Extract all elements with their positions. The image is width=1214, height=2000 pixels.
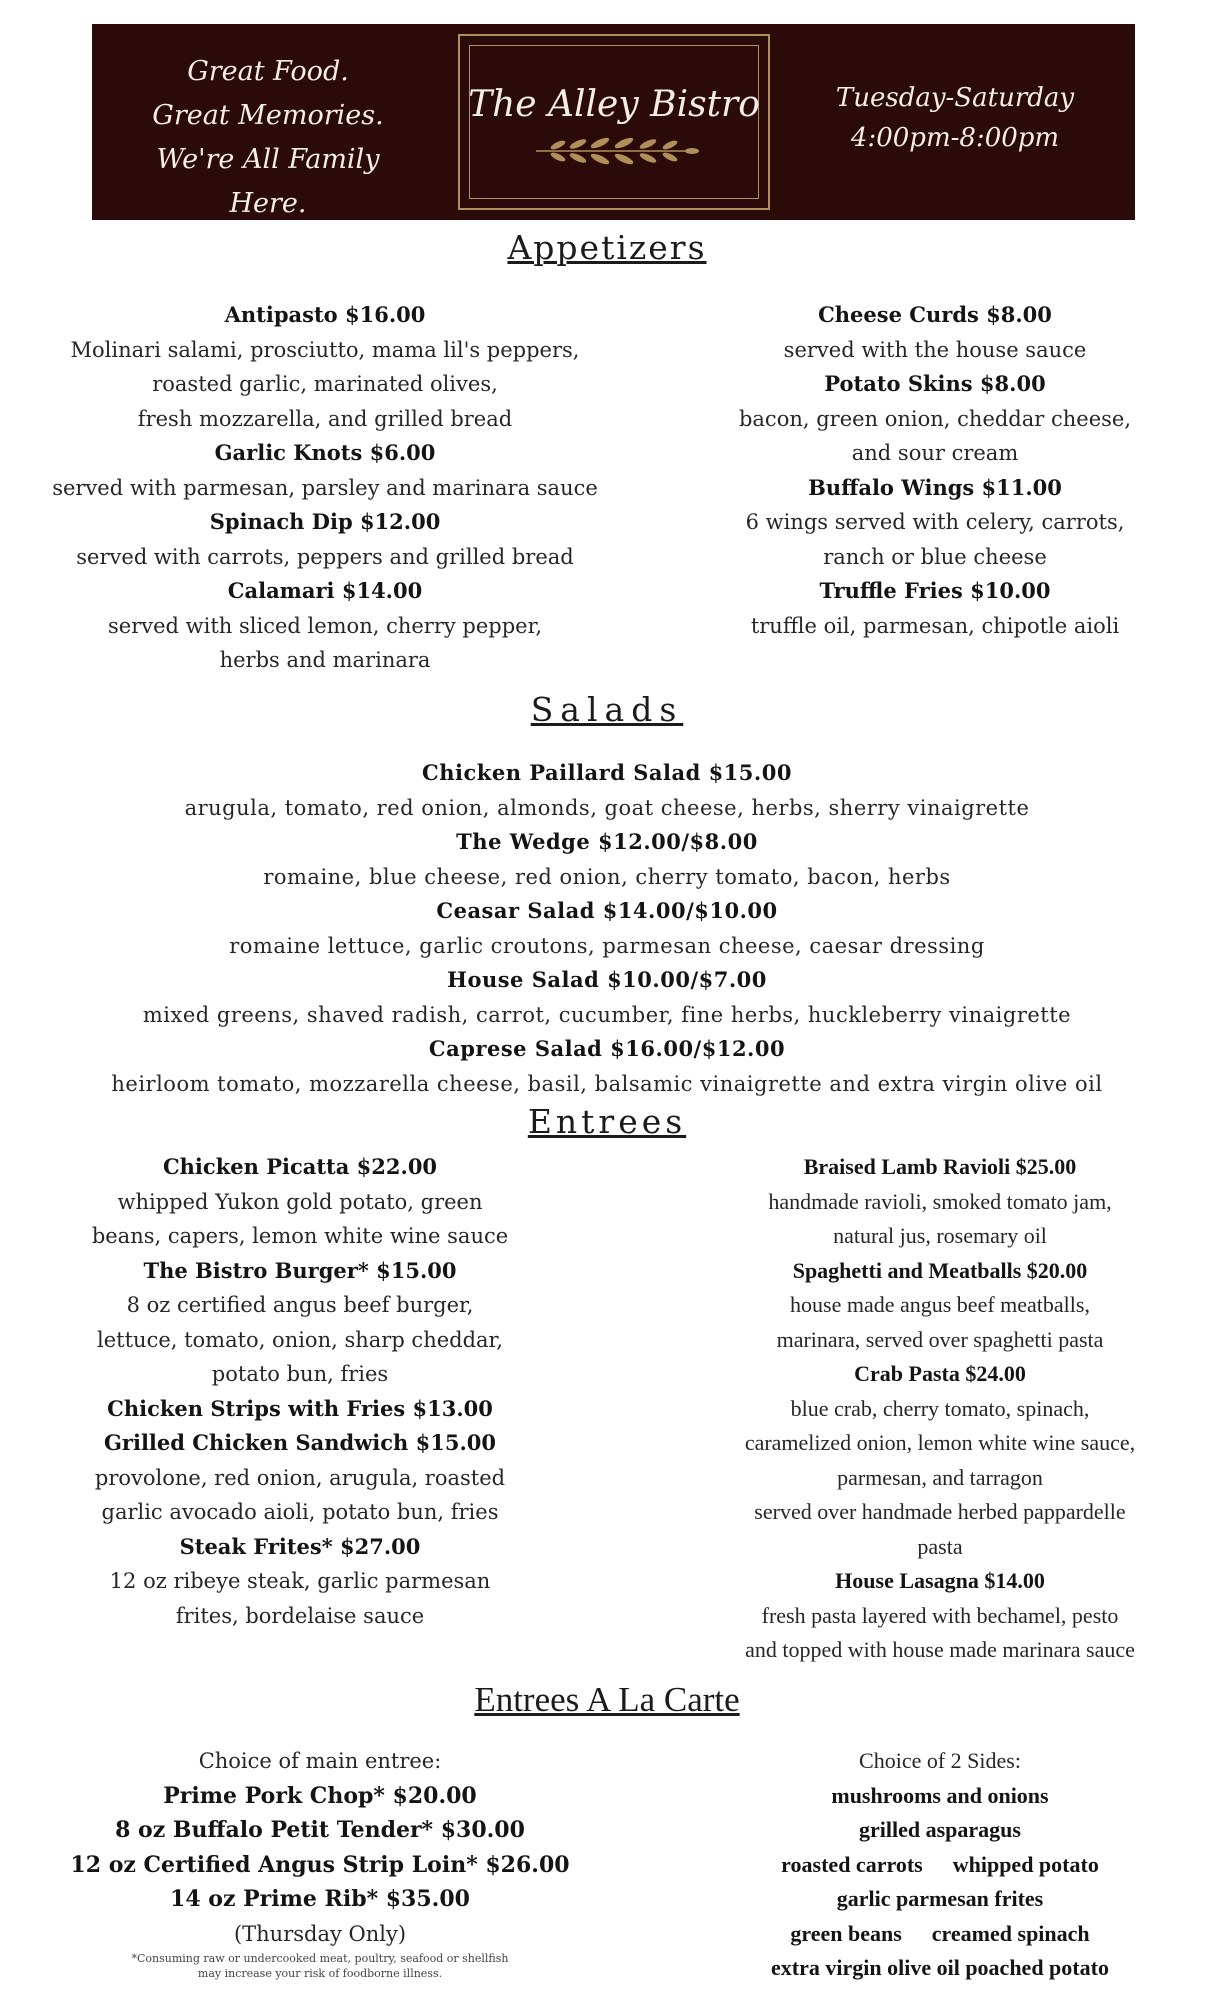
item-name: Truffle Fries $10.00 [819, 578, 1051, 603]
side-line [690, 1848, 1190, 1883]
side-option: roasted carrots [781, 1851, 923, 1877]
item-description: 6 wings served with celery, carrots, ranch or blue cheese [745, 510, 1125, 569]
item-name: Steak Frites* $27.00 [179, 1533, 421, 1559]
item-description: served with sliced lemon, cherry pepper, herbs and marinara [108, 613, 542, 672]
item-name: Garlic Knots $6.00 [214, 440, 436, 465]
entrees-left-column [60, 1150, 540, 1633]
side-option: extra virgin olive oil poached potato [771, 1955, 1109, 1980]
side-option: mushrooms and onions [831, 1782, 1049, 1808]
item-description: arugula, tomato, red onion, almonds, goat cheese, herbs, sherry vinaigrette [184, 795, 1030, 820]
item-name: Cheese Curds $8.00 [818, 302, 1052, 327]
side-option: whipped potato [952, 1851, 1099, 1877]
appetizers-heading: Appetizers [507, 228, 707, 267]
laurel-branch-icon [528, 136, 700, 166]
menu-item [40, 894, 1174, 963]
a-la-carte-heading: Entrees A La Carte [474, 1680, 740, 1719]
side-option: creamed spinach [931, 1920, 1090, 1946]
item-description: served with carrots, peppers and grilled bread [76, 544, 574, 569]
logo [458, 34, 770, 210]
item-description: fresh pasta layered with bechamel, pesto and topped with house made marinara sauce [745, 1602, 1135, 1662]
item-name: Spinach Dip $12.00 [209, 509, 441, 534]
mains-label: Choice of main entree: [198, 1749, 442, 1773]
appetizers-right-column [700, 298, 1170, 643]
item-name: Antipasto $16.00 [224, 302, 426, 327]
item-name: The Bistro Burger* $15.00 [143, 1257, 457, 1283]
item-name: Chicken Picatta $22.00 [162, 1154, 438, 1179]
item-name: House Salad $10.00/$7.00 [447, 967, 767, 992]
menu-item [690, 1564, 1190, 1668]
sides-label: Choice of 2 Sides: [859, 1748, 1021, 1773]
item-name: Buffalo Wings $11.00 [808, 474, 1062, 500]
item-name: Grilled Chicken Sandwich $15.00 [103, 1430, 497, 1455]
menu-item [40, 1032, 1174, 1101]
menu-item [700, 367, 1170, 471]
main-option: 14 oz Prime Rib* $35.00 [170, 1886, 470, 1912]
item-name: Braised Lamb Ravioli $25.00 [803, 1154, 1077, 1179]
side-line [690, 1813, 1190, 1848]
item-description: truffle oil, parmesan, chipotle aioli [750, 613, 1120, 638]
menu-item [60, 1530, 540, 1634]
menu-item [690, 1150, 1190, 1254]
item-description: provolone, red onion, arugula, roasted garlic avocado aioli, potato bun, fries [94, 1465, 506, 1524]
menu-item [700, 298, 1170, 367]
tagline-line: Great Food. [187, 56, 349, 87]
item-description: 8 oz certified angus beef burger, lettuce, tomato, onion, sharp cheddar, potato bun, fries [97, 1293, 503, 1386]
item-name: Chicken Strips with Fries $13.00 [107, 1395, 493, 1421]
menu-item [40, 298, 610, 436]
menu-item [40, 505, 610, 574]
entrees-right-column [690, 1150, 1190, 1668]
main-option: 8 oz Buffalo Petit Tender* $30.00 [115, 1817, 525, 1843]
tagline [118, 50, 418, 226]
side-line [690, 1779, 1190, 1814]
restaurant-name: The Alley Bistro [468, 84, 760, 125]
menu-item [700, 574, 1170, 643]
side-option: grilled asparagus [859, 1817, 1021, 1842]
tagline-line: Great Memories. [152, 100, 384, 131]
item-description: handmade ravioli, smoked tomato jam, natural jus, rosemary oil [768, 1188, 1112, 1248]
side-line [690, 1951, 1190, 1986]
menu-item [40, 436, 610, 505]
salads-heading: Salads [530, 690, 684, 729]
mains-note: (Thursday Only) [233, 1921, 407, 1946]
menu-item [60, 1254, 540, 1392]
item-name: House Lasagna $14.00 [835, 1568, 1045, 1593]
item-description: served with the house sauce [783, 337, 1087, 362]
item-description: served with parmesan, parsley and marinara sauce [52, 475, 598, 500]
opening-hours [820, 78, 1090, 158]
side-line [690, 1917, 1190, 1952]
item-description: romaine, blue cheese, red onion, cherry tomato, bacon, herbs [263, 864, 951, 889]
item-description: Molinari salami, prosciutto, mama lil's peppers, roasted garlic, marinated olives, fresh mozzarella, and grilled bread [70, 337, 580, 431]
menu-item [40, 825, 1174, 894]
menu-item [60, 1426, 540, 1530]
tagline-line: We're All Family Here. [156, 144, 380, 219]
side-option: green beans [790, 1920, 902, 1946]
item-name: Crab Pasta $24.00 [854, 1361, 1026, 1386]
menu-item [60, 1392, 540, 1427]
main-option: 12 oz Certified Angus Strip Loin* $26.00 [70, 1851, 570, 1878]
food-safety-disclaimer: *Consuming raw or undercooked meat, poultry, seafood or shellfish may increase your risk of foodborne illness. [131, 1952, 509, 1980]
item-name: Caprese Salad $16.00/$12.00 [428, 1036, 786, 1061]
item-description: mixed greens, shaved radish, carrot, cucumber, fine herbs, huckleberry vinaigrette [142, 1002, 1072, 1027]
side-line [690, 1882, 1190, 1917]
menu-item [40, 574, 610, 678]
item-name: Calamari $14.00 [227, 578, 423, 603]
item-description: heirloom tomato, mozzarella cheese, basil, balsamic vinaigrette and extra virgin olive oil [111, 1071, 1103, 1096]
item-name: Potato Skins $8.00 [824, 371, 1046, 396]
item-description: romaine lettuce, garlic croutons, parmesan cheese, caesar dressing [229, 933, 985, 958]
item-description: blue crab, cherry tomato, spinach, caramelized onion, lemon white wine sauce, parmesan, and tarragon served over handmade herbed pappardelle pasta [744, 1395, 1136, 1559]
menu-item [40, 963, 1174, 1032]
menu-item [690, 1357, 1190, 1564]
item-description: bacon, green onion, cheddar cheese, and sour cream [738, 406, 1132, 465]
hours-time: 4:00pm-8:00pm [850, 123, 1060, 153]
menu-item [60, 1150, 540, 1254]
item-name: Spaghetti and Meatballs $20.00 [792, 1257, 1088, 1283]
a-la-carte-mains [60, 1744, 580, 1981]
entrees-heading: Entrees [527, 1102, 687, 1141]
item-description: whipped Yukon gold potato, green beans, capers, lemon white wine sauce [91, 1189, 509, 1248]
item-name: Ceasar Salad $14.00/$10.00 [436, 898, 778, 923]
item-description: house made angus beef meatballs, marinara, served over spaghetti pasta [776, 1292, 1104, 1352]
menu-item [700, 471, 1170, 575]
appetizers-left-column [40, 298, 610, 678]
item-description: 12 oz ribeye steak, garlic parmesan frites, bordelaise sauce [109, 1569, 491, 1628]
item-name: The Wedge $12.00/$8.00 [456, 829, 758, 854]
item-name: Chicken Paillard Salad $15.00 [422, 760, 792, 785]
main-option: Prime Pork Chop* $20.00 [163, 1782, 477, 1809]
salads-list [40, 756, 1174, 1101]
menu-item [40, 756, 1174, 825]
hours-days: Tuesday-Saturday [835, 83, 1075, 113]
side-option: garlic parmesan frites [836, 1886, 1044, 1911]
a-la-carte-sides [690, 1744, 1190, 1986]
menu-item [690, 1254, 1190, 1358]
